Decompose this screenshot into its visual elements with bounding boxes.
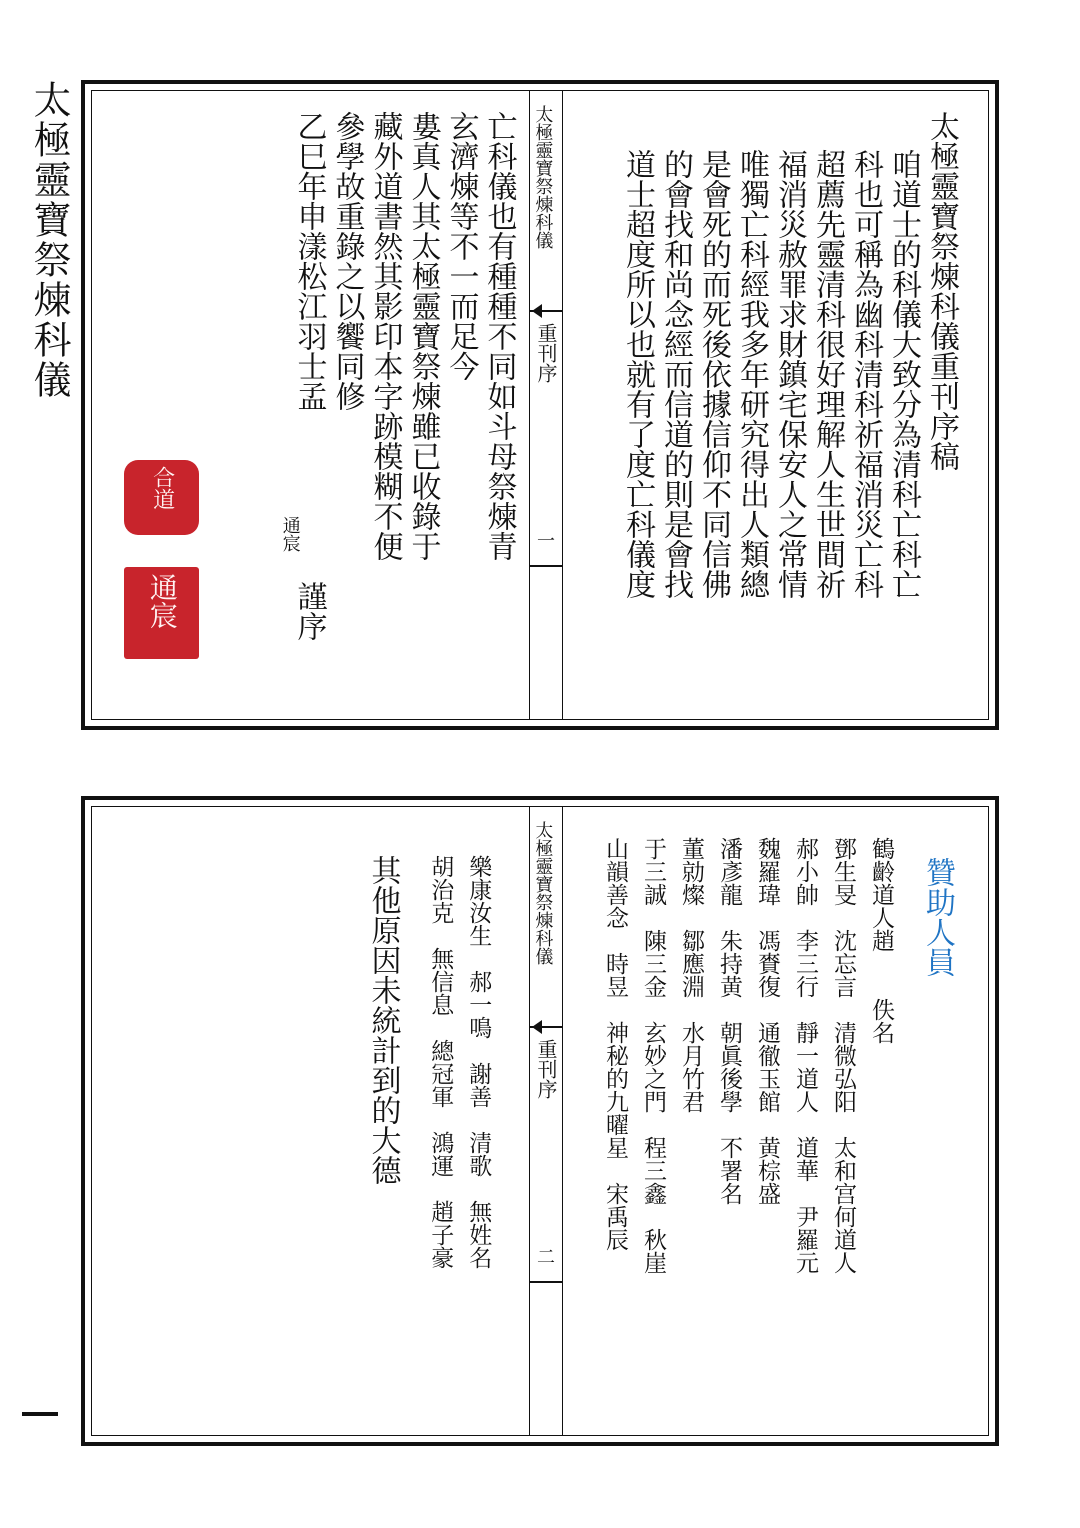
preface-text-column: 婁真人其太極靈寶祭煉雖已收錄于 bbox=[405, 111, 441, 561]
round-seal-stamp bbox=[124, 460, 199, 535]
gutter-leaf-number: 二 bbox=[534, 1247, 555, 1265]
preface-text-column: 福消災赦罪求財鎮宅保安人之常情 bbox=[772, 149, 807, 599]
preface-text-column: 的會找和尚念經而信道的則是會找 bbox=[658, 149, 693, 599]
center-gutter bbox=[529, 91, 563, 719]
preface-text-column: 超薦先靈清科很好理解人生世間祈 bbox=[810, 149, 845, 599]
preface-text-column: 唯獨亡科經我多年研究得出人類總 bbox=[734, 149, 769, 599]
supporters-frame bbox=[91, 806, 989, 1436]
supporters-panel bbox=[81, 796, 999, 1446]
gutter-rule bbox=[530, 565, 562, 567]
preface-text-column: 玄濟煉等不一而足今 bbox=[443, 111, 479, 381]
gutter-leaf-number: 一 bbox=[534, 531, 555, 549]
supporter-column: 郝小帥 李三行 靜一道人 道華 尹羅元 bbox=[792, 837, 818, 1274]
signature-name-small: 通宸 bbox=[279, 516, 301, 552]
preface-text-column: 乙巳年申漾松江羽士孟 bbox=[291, 111, 327, 411]
gutter-title: 太極靈寶祭煉科儀 bbox=[532, 105, 554, 249]
page-number-mark bbox=[22, 1412, 58, 1416]
gutter-fishtail bbox=[530, 303, 562, 319]
supporter-column: 魏羅瑋 馮賚復 通徹玉館 黄棕盛 bbox=[754, 837, 780, 1205]
preface-text-column: 科也可稱為幽科清科祈福消災亡科 bbox=[848, 149, 883, 599]
supporter-column: 潘彥龍 朱持黄 朝眞後學 不署名 bbox=[716, 837, 742, 1205]
fishtail-mark-icon bbox=[532, 304, 542, 318]
supporter-column: 胡治克 無信息 總冠軍 鴻運 趙子豪 bbox=[427, 855, 454, 1269]
gutter-rule bbox=[530, 1281, 562, 1283]
seal-glyph: 通宸 bbox=[145, 573, 179, 629]
gutter-section: 重刊序 bbox=[534, 323, 558, 383]
preface-frame bbox=[91, 90, 989, 720]
preface-text-column: 參學故重錄之以饗同修 bbox=[329, 111, 365, 411]
center-gutter bbox=[529, 807, 563, 1435]
supporter-column: 董勍燦 鄒應淵 水月竹君 bbox=[678, 837, 704, 1113]
supporters-closing: 其他原因未統計到的大德 bbox=[365, 855, 401, 1185]
preface-title: 太極靈寶祭煉科儀重刊序稿 bbox=[924, 111, 959, 471]
preface-text-column: 藏外道書然其影印本字跡模糊不便 bbox=[367, 111, 403, 561]
gutter-title: 太極靈寶祭煉科儀 bbox=[532, 821, 554, 965]
supporter-column: 鶴齡道人趙 佚名 bbox=[868, 837, 894, 1044]
preface-text-column: 亡科儀也有種種不同如斗母祭煉青 bbox=[481, 111, 517, 561]
signature-end: 謹序 bbox=[291, 581, 327, 641]
gutter-fishtail bbox=[530, 1019, 562, 1035]
fishtail-mark-icon bbox=[532, 1020, 542, 1034]
supporter-column: 鄧生旻 沈忘言 清微弘阳 太和宫何道人 bbox=[830, 837, 856, 1274]
book-title: 太極靈寶祭煉科儀 bbox=[27, 80, 71, 400]
supporter-column: 樂康汝生 郝一鳴 謝善 清歌 無姓名 bbox=[465, 855, 492, 1269]
gutter-section: 重刊序 bbox=[534, 1039, 558, 1099]
square-seal-stamp bbox=[124, 567, 199, 659]
preface-text-column: 咱道士的科儀大致分為清科亡科亡 bbox=[886, 149, 921, 599]
preface-panel bbox=[81, 80, 999, 730]
supporter-column: 山韻善念 時昱 神秘的九曜星 宋禹辰 bbox=[602, 837, 628, 1251]
supporter-column: 于三誠 陳三金 玄妙之門 程三鑫 秋崖 bbox=[640, 837, 666, 1274]
seal-glyph: 合道 bbox=[149, 466, 175, 510]
preface-text-column: 是會死的而死後依據信仰不同信佛 bbox=[696, 149, 731, 599]
preface-text-column: 道士超度所以也就有了度亡科儀度 bbox=[620, 149, 655, 599]
supporters-heading: 贊助人員 bbox=[920, 857, 955, 977]
